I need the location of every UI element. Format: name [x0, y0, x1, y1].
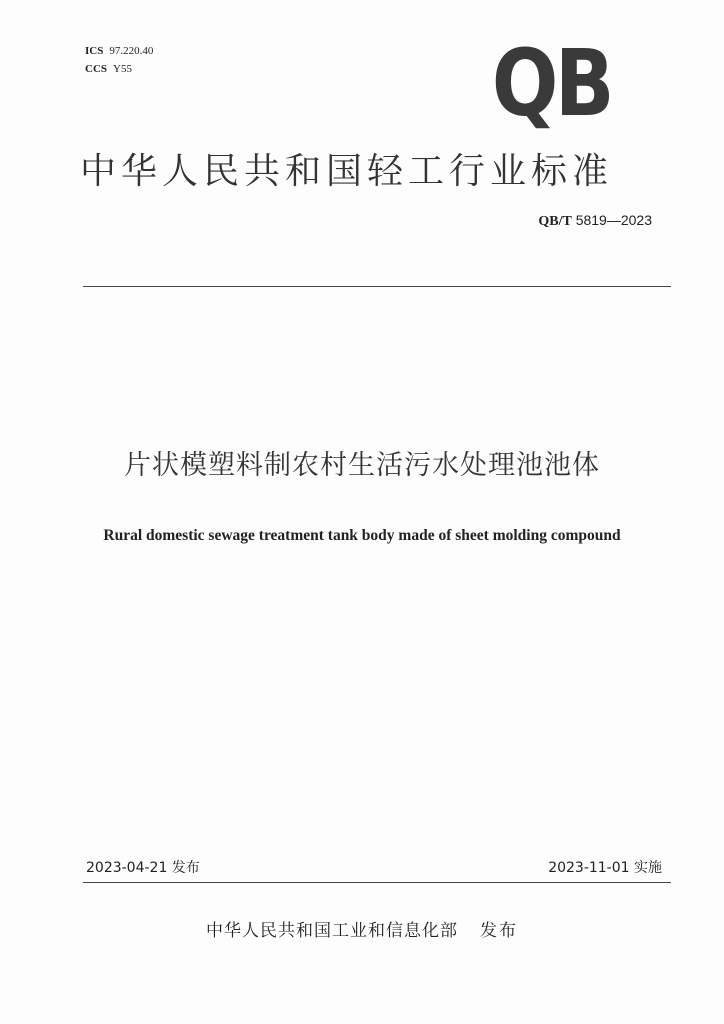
document-title-english: Rural domestic sewage treatment tank body made of sheet molding compound [103, 527, 621, 544]
publisher-verb: 发布 [480, 921, 518, 941]
implementation-date: 2023-11-01 实施 [548, 860, 662, 876]
ics-value: 97.220.40 [109, 45, 154, 57]
standard-number [538, 212, 652, 230]
qb-logo: QB [491, 30, 612, 137]
issue-date: 2023-04-21 发布 [86, 860, 200, 876]
bottom-divider [83, 882, 671, 883]
standard-number-value: 5819—2023 [575, 212, 652, 228]
ics-label: ICS [85, 45, 104, 57]
standard-prefix: QB/T [538, 214, 572, 229]
classification-codes [85, 42, 153, 78]
publisher-line [0, 916, 724, 941]
top-divider [83, 286, 671, 287]
ics-row [85, 42, 153, 60]
ccs-value: Y55 [113, 63, 132, 75]
publisher-organization: 中华人民共和国工业和信息化部 [206, 921, 458, 941]
ccs-label: CCS [85, 63, 108, 75]
industry-standard-title: 中华人民共和国轻工行业标准 [80, 151, 614, 192]
ccs-row [85, 60, 153, 78]
document-title-chinese: 片状模塑料制农村生活污水处理池池体 [124, 450, 600, 481]
